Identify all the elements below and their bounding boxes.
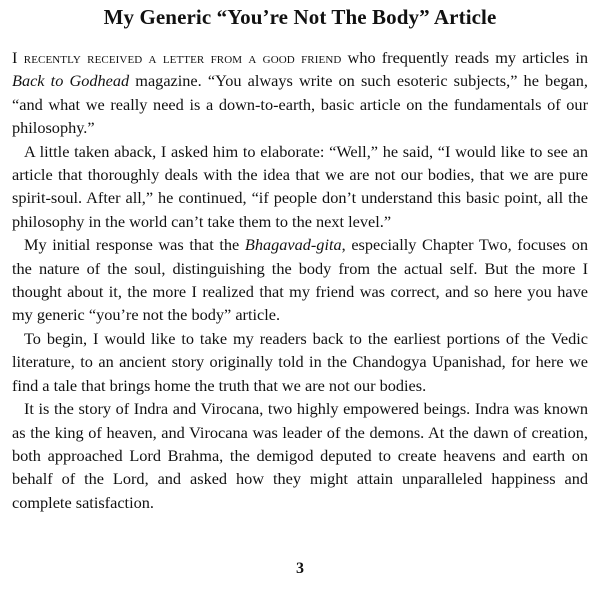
book-page — [12, 0, 588, 591]
paragraph-1-text-a: who frequently reads my articles in — [341, 48, 588, 67]
opening-small-caps: I recently received a letter from a good friend — [12, 48, 342, 67]
paragraph-1 — [12, 46, 588, 140]
article-body — [12, 46, 588, 514]
magazine-title: Back to Godhead — [12, 71, 130, 91]
paragraph-4: To begin, I would like to take my readers back to the earliest portions of the Vedic literature, to an ancient story originally told in the Chandogya Upanishad, for here we find a tale that brings home the truth that we are not our bodies. — [12, 328, 588, 395]
paragraph-1-text-b: magazine. “You always write on such esoteric subjects,” he began, “and what we really need is a down-to-earth, basic article on the fundamentals of our philosophy.” — [12, 71, 588, 138]
page-number: 3 — [296, 560, 304, 577]
paragraph-5: It is the story of Indra and Virocana, two highly empowered beings. Indra was known as the king of heaven, and Virocana was leader of the demons. At the dawn of creation, both approached Lord Brahma, the demigod deputed to create heavens and earth on behalf of the Lord, and asked how they might attain unparalleled happiness and complete satisfaction. — [12, 399, 588, 512]
paragraph-3-text-b: , especially Chapter Two, focuses on the nature of the soul, distinguishing the body from the actual self. But the more I thought about it, the more I realized that my friend was correct, and so here you have my generic “you’re not the body” article. — [12, 235, 588, 325]
article-title: My Generic “You’re Not The Body” Article — [103, 5, 497, 29]
book-title: Bhagavad-gita — [244, 235, 342, 255]
paragraph-2: A little taken aback, I asked him to elaborate: “Well,” he said, “I would like to see an article that thoroughly deals with the idea that we are not our bodies, that we are pure spirit-soul. After all,” he continued, “if people don’t understand this basic point, all the philosophy in the world can’t take them to the next level.” — [12, 141, 588, 231]
paragraph-3 — [12, 233, 588, 327]
paragraph-3-text-a: My initial response was that the — [24, 235, 245, 255]
